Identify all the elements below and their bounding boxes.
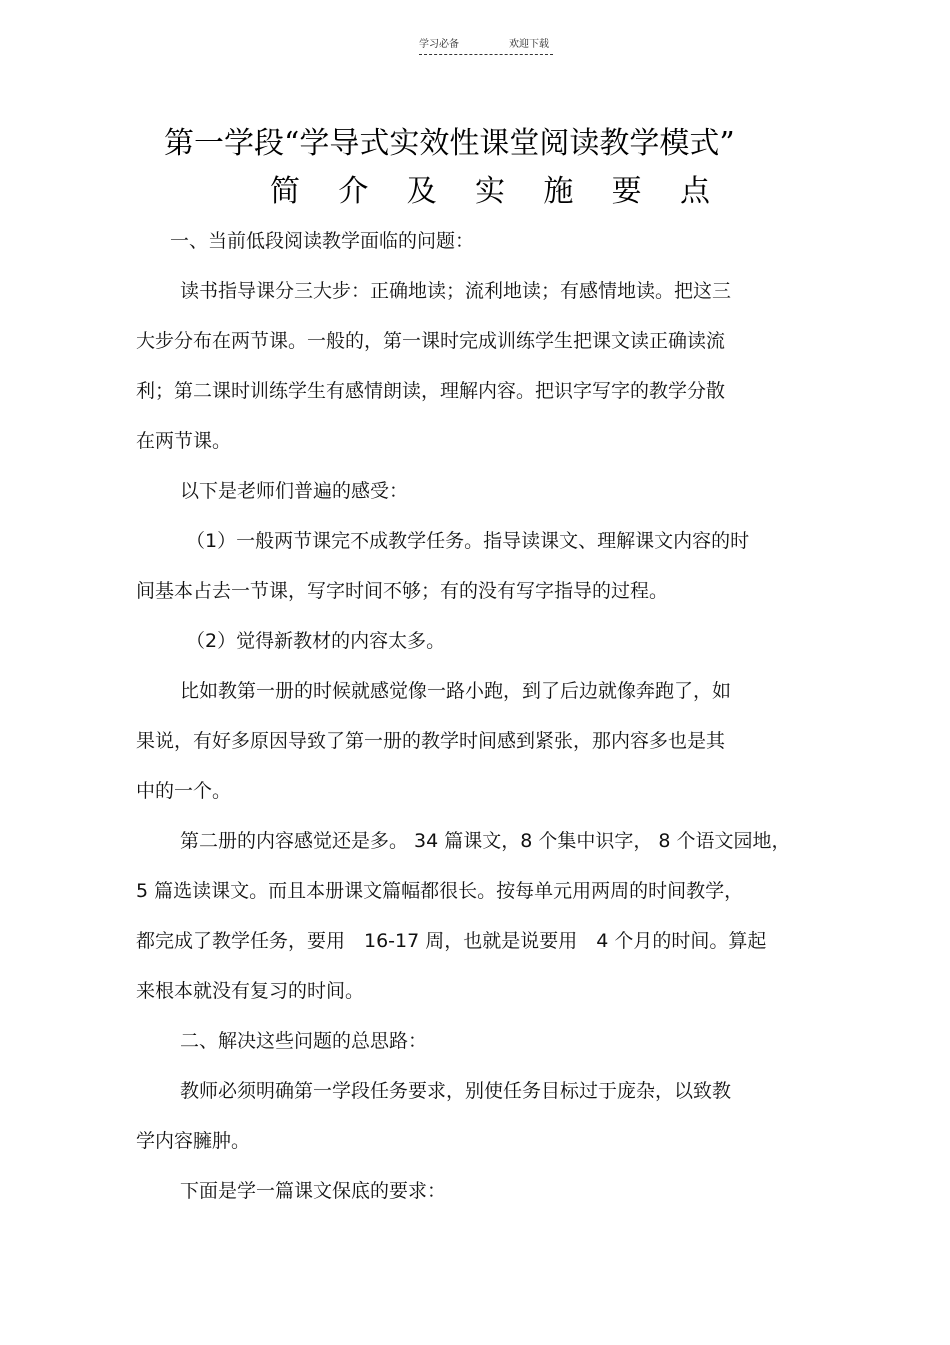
subtitle-char: 点 [679,174,710,209]
section-heading-1: 一、当前低段阅读教学面临的问题： [170,230,475,252]
subtitle-char: 及 [406,174,437,209]
paragraph-line: 下面是学一篇课文保底的要求： [180,1180,447,1202]
document-subtitle [270,170,710,214]
subtitle-char: 介 [338,174,369,209]
paragraph-line: 大步分布在两节课。一般的，第一课时完成训练学生把课文读正确读流 [136,330,726,352]
paragraph-line: 间基本占去一节课，写字时间不够；有的没有写字指导的过程。 [136,580,669,602]
subtitle-char: 要 [611,174,642,209]
paragraph-line: 都完成了教学任务，要用 16-17 周，也就是说要用 4 个月的时间。算起 [136,930,767,952]
subtitle-char: 实 [474,174,505,209]
paragraph-line: 学内容臃肿。 [136,1130,251,1152]
paragraph-line: 利；第二课时训练学生有感情朗读，理解内容。把识字写字的教学分散 [136,380,726,402]
paragraph-line: 5 篇选读课文。而且本册课文篇幅都很长。按每单元用两周的时间教学， [136,880,744,902]
paragraph-line: 中的一个。 [136,780,232,802]
header-right-text: 欢迎下载 [509,39,549,50]
header-left-text: 学习必备 [419,39,459,50]
subtitle-char: 简 [270,174,300,209]
paragraph-line: 来根本就没有复习的时间。 [136,980,365,1002]
paragraph-line: 教师必须明确第一学段任务要求，别使任务目标过于庞杂，以致教 [180,1080,732,1102]
list-item-1: （1）一般两节课完不成教学任务。指导读课文、理解课文内容的时 [186,530,750,552]
header-dashed-rule [419,54,553,55]
paragraph-line: 以下是老师们普遍的感受： [180,480,409,502]
paragraph-line: 读书指导课分三大步：正确地读；流利地读；有感情地读。把这三 [180,280,732,302]
section-heading-2: 二、解决这些问题的总思路： [180,1030,428,1052]
paragraph-line: 在两节课。 [136,430,232,452]
paragraph-line: 果说，有好多原因导致了第一册的教学时间感到紧张，那内容多也是其 [136,730,726,752]
paragraph-line: 第二册的内容感觉还是多。 34 篇课文，8 个集中识字， 8 个语文园地， [180,830,791,852]
list-item-2: （2）觉得新教材的内容太多。 [186,630,446,652]
paragraph-line: 比如教第一册的时候就感觉像一路小跑，到了后边就像奔跑了，如 [180,680,732,702]
subtitle-char: 施 [543,174,574,209]
document-title: 第一学段“学导式实效性课堂阅读教学模式” [164,126,735,161]
